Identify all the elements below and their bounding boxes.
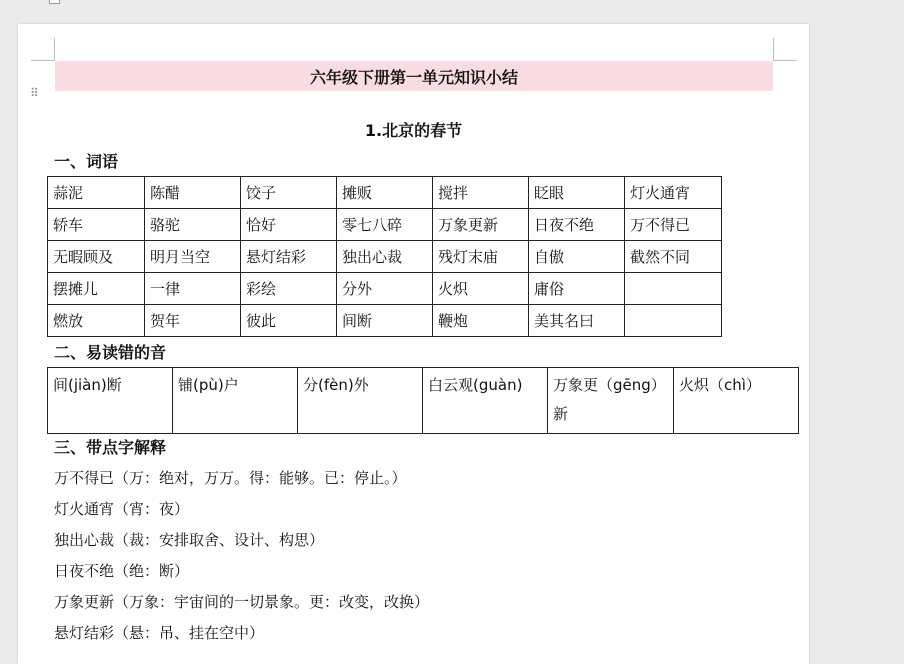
table-cell[interactable]: 陈醋 (145, 177, 241, 209)
table-cell[interactable]: 贺年 (145, 305, 241, 337)
table-row (48, 273, 722, 305)
table-cell[interactable]: 万象更新 (433, 209, 529, 241)
explanation-line: 日夜不绝（绝：断） (54, 562, 190, 580)
table-row (48, 209, 722, 241)
table-cell[interactable]: 万不得已 (625, 209, 722, 241)
explanation-line: 悬灯结彩（悬：吊、挂在空中） (54, 624, 265, 642)
table-cell[interactable]: 白云观(guàn) (423, 368, 548, 434)
table-cell[interactable]: 残灯末庙 (433, 241, 529, 273)
table-cell[interactable]: 眨眼 (529, 177, 625, 209)
table-cell[interactable] (625, 273, 722, 305)
document-title-text: 六年级下册第一单元知识小结 (309, 67, 518, 87)
table-cell[interactable]: 灯火通宵 (625, 177, 722, 209)
table-cell[interactable]: 独出心裁 (337, 241, 433, 273)
table-cell[interactable]: 万象更（gēng）新 (548, 368, 674, 434)
margin-mark-right-h (773, 60, 797, 61)
table-cell[interactable]: 截然不同 (625, 241, 722, 273)
table-cell[interactable]: 摆摊儿 (48, 273, 145, 305)
vocabulary-table (47, 176, 722, 337)
table-cell[interactable]: 恰好 (241, 209, 337, 241)
table-cell[interactable]: 彼此 (241, 305, 337, 337)
table-row (48, 305, 722, 337)
table-cell[interactable]: 日夜不绝 (529, 209, 625, 241)
margin-mark-left-v (54, 38, 55, 61)
document-title (55, 61, 773, 91)
table-cell[interactable]: 零七八碎 (337, 209, 433, 241)
section-heading-vocabulary: 一、词语 (54, 152, 119, 171)
explanation-line: 独出心裁（裁：安排取舍、设计、构思） (54, 531, 325, 549)
table-row (48, 368, 799, 434)
table-cell[interactable]: 庸俗 (529, 273, 625, 305)
table-row (48, 177, 722, 209)
table-cell[interactable]: 悬灯结彩 (241, 241, 337, 273)
table-cell[interactable]: 鞭炮 (433, 305, 529, 337)
table-cell[interactable]: 分外 (337, 273, 433, 305)
table-cell[interactable]: 间(jiàn)断 (48, 368, 173, 434)
pronunciation-table (47, 367, 799, 434)
scroll-marker (49, 0, 60, 4)
explanation-line: 万不得已（万：绝对，万万。得：能够。已：停止。） (54, 469, 407, 487)
table-cell[interactable]: 彩绘 (241, 273, 337, 305)
section-heading-pronunciation: 二、易读错的音 (54, 343, 167, 362)
table-row (48, 241, 722, 273)
table-cell[interactable]: 分(fèn)外 (298, 368, 423, 434)
drag-handle-icon[interactable]: ⠿ (30, 86, 40, 100)
table-cell[interactable]: 间断 (337, 305, 433, 337)
table-cell[interactable]: 蒜泥 (48, 177, 145, 209)
table-cell[interactable]: 铺(pù)户 (173, 368, 298, 434)
section-heading-explanations: 三、带点字解释 (54, 438, 167, 457)
explanation-line: 灯火通宵（宵：夜） (54, 500, 190, 518)
lesson-title: 1.北京的春节 (364, 121, 463, 140)
table-cell[interactable]: 明月当空 (145, 241, 241, 273)
table-cell[interactable]: 轿车 (48, 209, 145, 241)
table-cell[interactable]: 搅拌 (433, 177, 529, 209)
table-cell[interactable]: 骆驼 (145, 209, 241, 241)
margin-mark-right-v (773, 38, 774, 61)
margin-mark-left-h (31, 60, 55, 61)
table-cell[interactable] (625, 305, 722, 337)
table-cell[interactable]: 燃放 (48, 305, 145, 337)
table-cell[interactable]: 摊贩 (337, 177, 433, 209)
table-cell[interactable]: 火炽 (433, 273, 529, 305)
table-cell[interactable]: 无暇顾及 (48, 241, 145, 273)
table-cell[interactable]: 自傲 (529, 241, 625, 273)
document-page (18, 24, 809, 664)
table-cell[interactable]: 一律 (145, 273, 241, 305)
table-cell[interactable]: 火炽（chì） (674, 368, 799, 434)
table-cell[interactable]: 美其名曰 (529, 305, 625, 337)
table-cell[interactable]: 饺子 (241, 177, 337, 209)
explanation-line: 万象更新（万象：宇宙间的一切景象。更：改变，改换） (54, 593, 430, 611)
